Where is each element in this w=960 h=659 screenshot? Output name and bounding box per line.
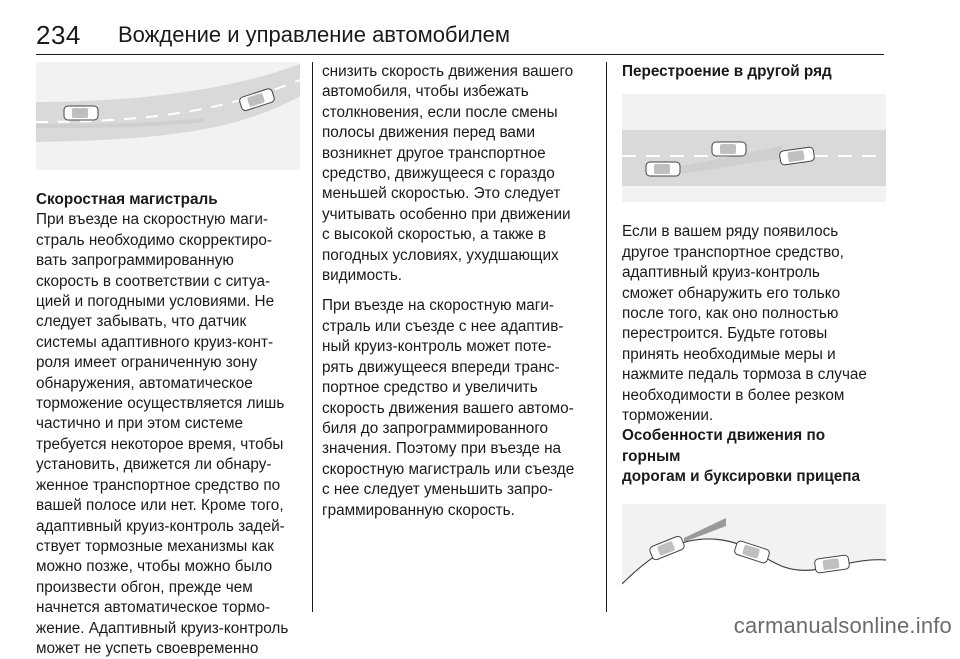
column-divider [312,62,313,612]
text-line: нажмите педаль тормоза в случае [622,366,867,384]
text-line: значения. Поэтому при въезде на [322,440,562,458]
text-line: страль или съезде с нее адаптив- [322,317,564,335]
text-line: меньшей скоростью. Это следует [322,185,561,203]
text-line: адаптивный круиз-контроль задей- [36,517,285,535]
text-line: с нее следует уменьшить запро- [322,481,553,499]
watermark: carmanualsonline.info [733,613,952,638]
text-line: сможет обнаружить его только [622,284,841,302]
text-line: после того, как оно полностью [622,305,839,323]
text-line: необходимости в более резком [622,386,845,404]
text-line: полосы движения перед вами [322,124,535,142]
text-line: цией и погодными условиями. Не [36,293,275,311]
text-line: можно позже, чтобы можно было [36,558,273,576]
text-line: обнаружения, автоматическое [36,374,253,392]
text-line: жение. Адаптивный круиз-контроль [36,619,289,637]
highway-illustration [36,62,300,170]
body-paragraph [322,62,594,286]
lane-change-illustration [622,94,886,202]
text-line: частично и при этом системе [36,415,244,433]
body-paragraph [322,296,594,520]
text-line: установить, движется ли обнару- [36,456,272,474]
text-line: принять необходимые меры и [622,345,836,363]
text-line: другое транспортное средство, [622,243,844,261]
text-line: скорость движения вашего автомо- [322,399,574,417]
text-line: адаптивный круиз-контроль [622,264,820,282]
mountain-road-illustration [622,504,886,608]
text-line: начнется автоматическое тормо- [36,599,271,617]
car-icon [64,106,98,120]
text-line: торможение осуществляется лишь [36,395,285,413]
text-line: торможении. [622,407,714,425]
text-line: страль необходимо скорректиро- [36,231,272,249]
text-line: рять движущееся впереди транс- [322,358,560,376]
text-line: видимость. [322,267,403,285]
text-line: скоростную магистраль или съезде [322,460,575,478]
page-number: 234 [36,20,81,50]
body-paragraph [622,222,886,426]
text-line: произвести обгон, прежде чем [36,578,253,596]
text-line: учитывать особенно при движении [322,205,571,223]
text-line: с высокой скоростью, а также в [322,226,547,244]
body-paragraph [36,210,300,659]
text-line: столкновения, если после смены [322,103,558,121]
text-line: биля до запрограммированного [322,419,549,437]
heading-line: дорогам и буксировки прицепа [622,468,861,486]
text-line: ствует тормозные механизмы как [36,537,274,555]
heading-line: Особенности движения по горным [622,427,826,465]
text-line: При въезде на скоростную маги- [322,297,554,315]
text-line: портное средство и увеличить [322,379,538,397]
car-icon [646,162,680,176]
text-line: При въезде на скоростную маги- [36,211,268,229]
text-line: следует забывать, что датчик [36,313,247,331]
text-line: женное транспортное средство по [36,476,281,494]
section-heading-mountain-roads [622,426,886,487]
text-line: требуется некоторое время, чтобы [36,435,284,453]
text-line: может не успеть своевременно [36,639,259,657]
chapter-title: Вождение и управление автомобилем [118,22,511,47]
text-line: граммированную скорость. [322,501,515,519]
text-line: Если в вашем ряду появилось [622,223,839,241]
text-line: системы адаптивного круиз-конт- [36,333,274,351]
column-1 [36,62,300,659]
text-line: ный круиз-контроль может поте- [322,338,552,356]
text-line: вать запрограммированную [36,252,234,270]
section-heading-lane-change: Перестроение в другой ряд [622,63,832,80]
column-2 [322,62,594,521]
text-line: вашей полосе или нет. Кроме того, [36,497,284,515]
text-line: погодных условиях, ухудшающих [322,246,559,264]
column-3 [622,62,886,608]
page-header [36,20,884,55]
text-line: автомобиля, чтобы избежать [322,83,529,101]
text-line: средство, движущееся с гораздо [322,165,555,183]
text-line: скорость в соответствии с ситуа- [36,272,271,290]
car-icon [712,142,746,156]
column-divider [606,62,607,612]
text-line: перестроится. Будьте готовы [622,325,828,343]
text-line: возникнет другое транспортное [322,144,546,162]
text-line: роля имеет ограниченную зону [36,354,258,372]
section-heading-highway: Скоростная магистраль [36,191,218,208]
text-line: снизить скорость движения вашего [322,63,574,80]
